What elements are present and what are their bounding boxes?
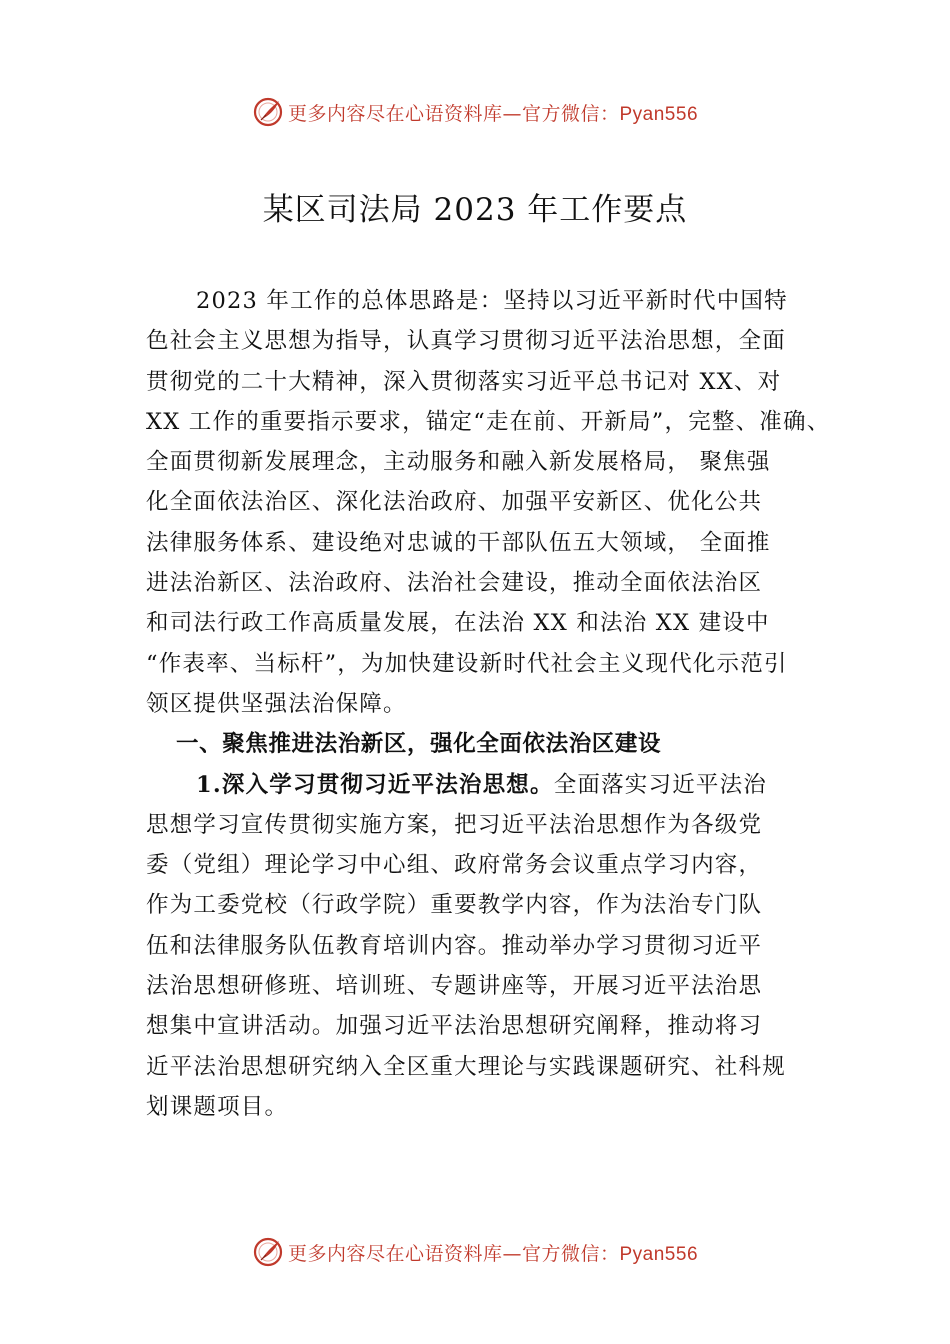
quill-pen-logo-icon	[252, 96, 284, 128]
paragraph-line: 和司法行政工作高质量发展，在法治 XX 和法治 XX 建设中	[146, 610, 770, 637]
wechat-id: Pyan556	[619, 103, 699, 125]
document-body	[146, 281, 836, 1127]
paragraph-line: 伍和法律服务队伍教育培训内容。推动举办学习贯彻习近平	[146, 932, 763, 959]
item-lead: 1.深入学习贯彻习近平法治思想。	[196, 771, 554, 798]
paragraph-line: 法治思想研修班、培训班、专题讲座等，开展习近平法治思	[146, 973, 763, 1000]
document-title: 某区司法局 2023 年工作要点	[262, 192, 688, 228]
item-first-line-rest: 全面落实习近平法治	[553, 771, 768, 798]
banner-text: 更多内容尽在心语资料库—官方微信：	[287, 102, 620, 125]
paragraph-line: 领区提供坚强法治保障。	[146, 690, 407, 717]
paragraph-line: 想集中宣讲活动。加强习近平法治思想研究阐释，推动将习	[146, 1013, 763, 1040]
paragraph-line: 色社会主义思想为指导，认真学习贯彻习近平法治思想，全面	[146, 328, 786, 355]
paragraph-line: 进法治新区、法治政府、法治社会建设，推动全面依法治区	[146, 570, 763, 597]
paragraph-line: 贯彻党的二十大精神，深入贯彻落实习近平总书记对 XX、对	[146, 368, 782, 395]
paragraph-line: “作表率、当标杆”，为加快建设新时代社会主义现代化示范引	[146, 650, 788, 677]
paragraph-line: 作为工委党校（行政学院）重要教学内容，作为法治专门队	[146, 892, 763, 919]
paragraph-line: 全面贯彻新发展理念，主动服务和融入新发展格局， 聚焦强	[146, 449, 771, 476]
paragraph-line: 划课题项目。	[146, 1093, 289, 1120]
paragraph-line: 法律服务体系、建设绝对忠诚的干部队伍五大领域， 全面推	[146, 529, 771, 556]
footer-watermark-banner	[0, 1232, 950, 1272]
wechat-id: Pyan556	[619, 1243, 699, 1265]
paragraph-line: XX 工作的重要指示要求，锚定“走在前、开新局”，完整、准确、	[146, 408, 831, 435]
paragraph-line: 委（党组）理论学习中心组、政府常务会议重点学习内容，	[146, 852, 763, 879]
banner-text: 更多内容尽在心语资料库—官方微信：	[287, 1242, 620, 1265]
item-first-line	[146, 765, 836, 805]
paragraph-line: 思想学习宣传贯彻实施方案，把习近平法治思想作为各级党	[146, 811, 763, 838]
paragraph-line: 化全面依法治区、深化法治政府、加强平安新区、优化公共	[146, 489, 763, 516]
section-heading: 一、聚焦推进法治新区，强化全面依法治区建设	[176, 731, 662, 758]
header-watermark-banner	[0, 92, 950, 132]
paragraph-line: 2023 年工作的总体思路是：坚持以习近平新时代中国特	[196, 288, 788, 314]
paragraph-line: 近平法治思想研究纳入全区重大理论与实践课题研究、社科规	[146, 1053, 786, 1080]
quill-pen-logo-icon	[252, 1236, 284, 1268]
